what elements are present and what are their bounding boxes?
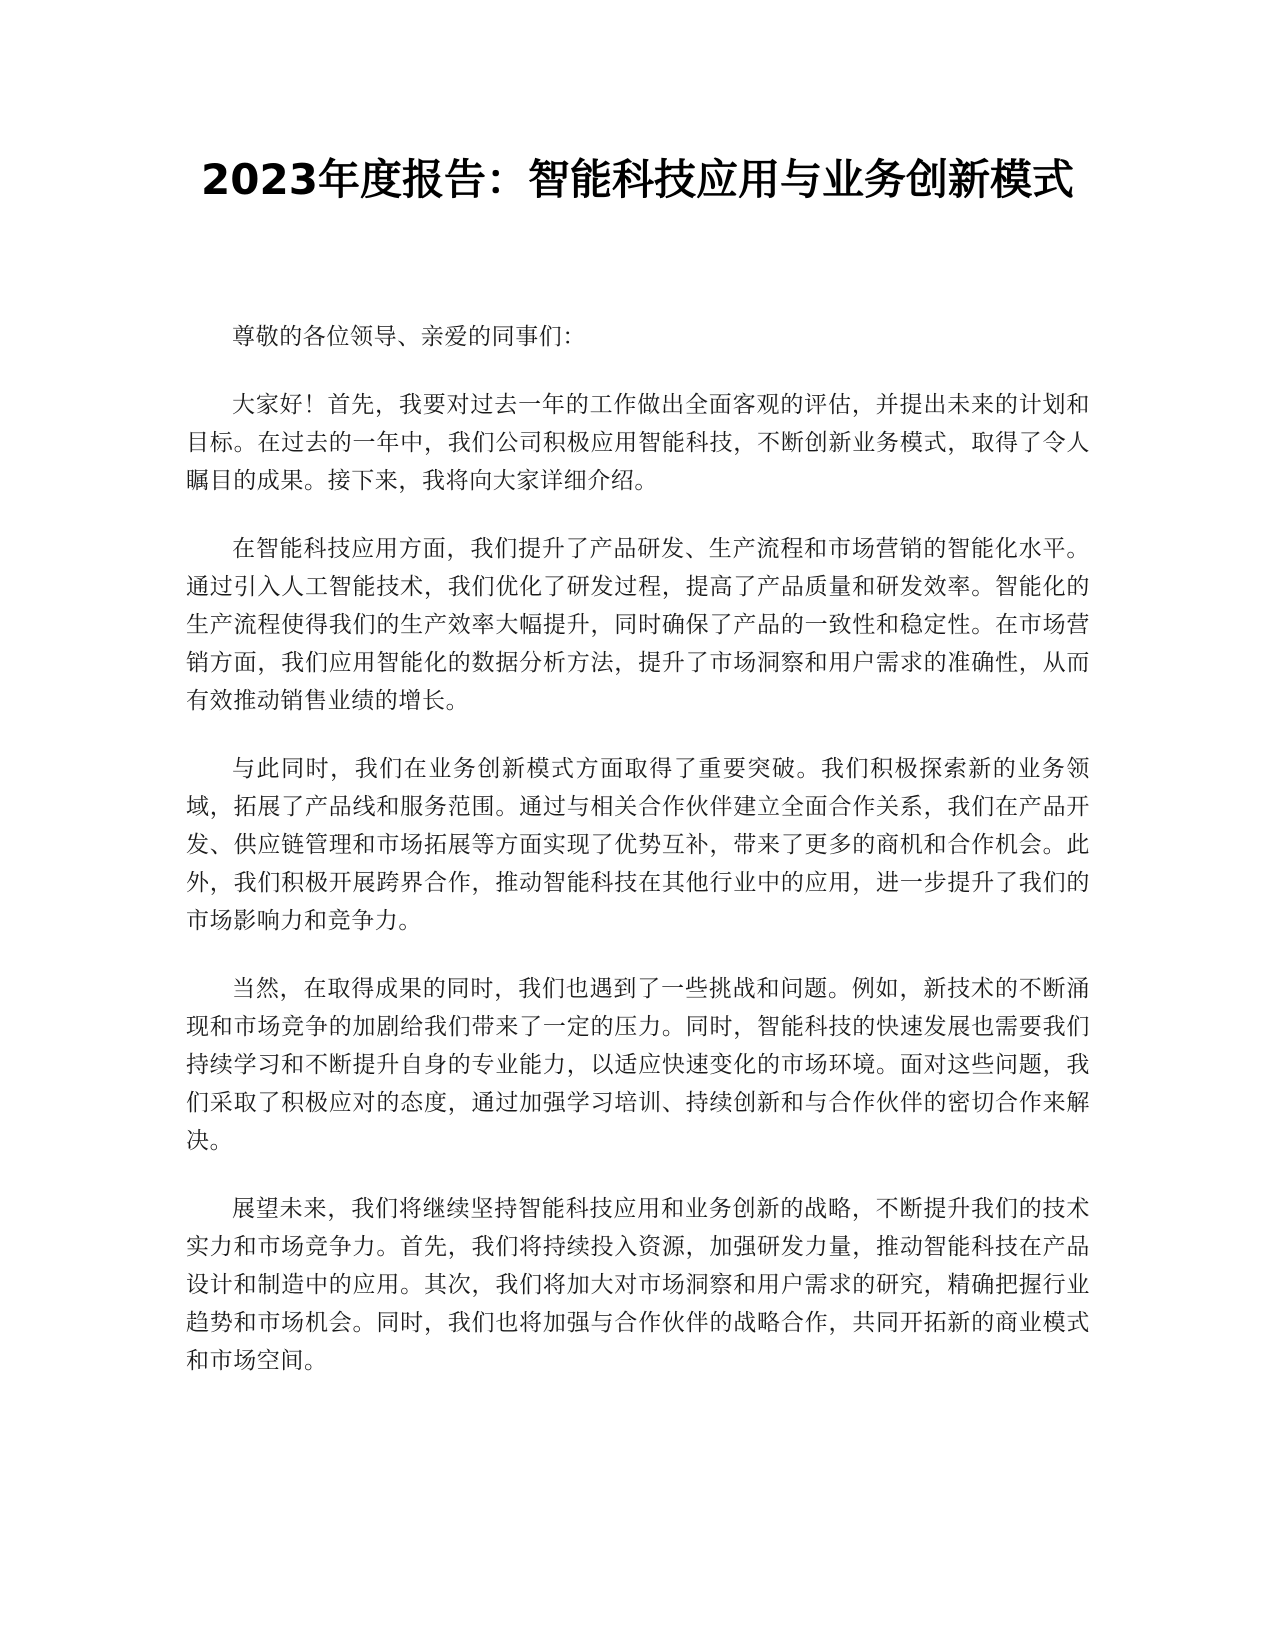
salutation: 尊敬的各位领导、亲爱的同事们：	[232, 324, 586, 350]
paragraph-intro: 大家好！首先，我要对过去一年的工作做出全面客观的评估，并提出未来的计划和目标。在过去的一年中，我们公司积极应用智能科技，不断创新业务模式，取得了令人瞩目的成果。接下来，我将向大家详细介绍。	[186, 392, 1090, 494]
paragraph-challenges: 当然，在取得成果的同时，我们也遇到了一些挑战和问题。例如，新技术的不断涌现和市场竞争的加剧给我们带来了一定的压力。同时，智能科技的快速发展也需要我们持续学习和不断提升自身的专业能力，以适应快速变化的市场环境。面对这些问题，我们采取了积极应对的态度，通过加强学习培训、持续创新和与合作伙伴的密切合作来解决。	[186, 976, 1090, 1154]
document-body	[186, 318, 1090, 1410]
paragraph-tech-application: 在智能科技应用方面，我们提升了产品研发、生产流程和市场营销的智能化水平。通过引入人工智能技术，我们优化了研发过程，提高了产品质量和研发效率。智能化的生产流程使得我们的生产效率大幅提升，同时确保了产品的一致性和稳定性。在市场营销方面，我们应用智能化的数据分析方法，提升了市场洞察和用户需求的准确性，从而有效推动销售业绩的增长。	[186, 536, 1090, 714]
paragraph-business-innovation: 与此同时，我们在业务创新模式方面取得了重要突破。我们积极探索新的业务领域，拓展了产品线和服务范围。通过与相关合作伙伴建立全面合作关系，我们在产品开发、供应链管理和市场拓展等方面实现了优势互补，带来了更多的商机和合作机会。此外，我们积极开展跨界合作，推动智能科技在其他行业中的应用，进一步提升了我们的市场影响力和竞争力。	[186, 756, 1090, 934]
document-title: 2023年度报告：智能科技应用与业务创新模式	[201, 155, 1074, 204]
paragraph-outlook: 展望未来，我们将继续坚持智能科技应用和业务创新的战略，不断提升我们的技术实力和市场竞争力。首先，我们将持续投入资源，加强研发力量，推动智能科技在产品设计和制造中的应用。其次，我们将加大对市场洞察和用户需求的研究，精确把握行业趋势和市场机会。同时，我们也将加强与合作伙伴的战略合作，共同开拓新的商业模式和市场空间。	[186, 1196, 1090, 1374]
